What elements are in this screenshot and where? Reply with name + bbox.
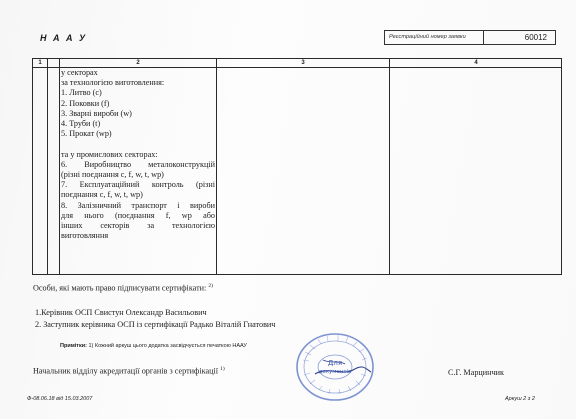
column-header-4: 4 — [474, 60, 478, 66]
table-header-row — [33, 59, 561, 68]
registration-label: Реєстраційний номер заявки — [385, 31, 484, 44]
scope-line: 7. Експлуатаційний контроль (різні — [61, 180, 215, 190]
scope-line: 1. Литво (c) — [61, 88, 102, 98]
registration-number: 60012 — [524, 33, 547, 42]
column-header-3: 3 — [301, 60, 305, 66]
scope-line: 2. Поковки (f) — [61, 98, 110, 108]
scope-line: 6. Виробництво металоконструкцій — [61, 159, 215, 169]
scope-line: поєднання c, f, w, t, wp) — [61, 190, 143, 200]
scope-line: 5. Прокат (wp) — [61, 129, 112, 139]
signer-line-2: 2. Заступник керівника ОСП із сертифікації Радько Віталій Гнатович — [35, 320, 276, 329]
registration-box — [384, 30, 556, 45]
footnote-label: Примітки: — [60, 343, 87, 349]
head-of-department-title — [33, 366, 225, 376]
scope-line: 4. Труби (t) — [61, 119, 101, 129]
table-divider — [59, 59, 60, 274]
scope-line: 8. Залізничний транспорт і вироби — [61, 200, 215, 210]
official-stamp — [293, 330, 377, 404]
scope-line: інших секторів за технологією — [61, 221, 215, 231]
scope-line: виготовляння — [61, 231, 109, 241]
table-divider — [389, 59, 390, 274]
scope-line: 3. Зварні вироби (w) — [61, 108, 132, 118]
signers-heading — [33, 283, 213, 293]
form-code: Ф-08.06.18 від 15.03.2007 — [27, 396, 93, 402]
organization-title: Н А А У — [40, 33, 88, 43]
sheet-number: Аркуш 2 з 2 — [505, 396, 535, 402]
footnote — [60, 343, 247, 349]
signers-heading-text: Особи, які мають право підписувати сертифікати: — [33, 283, 207, 293]
head-title-text: Начальник відділу акредитації органів з сертифікації — [33, 366, 219, 376]
table-divider — [47, 59, 48, 274]
stamp-text-line: Для — [327, 359, 343, 367]
scope-line — [61, 139, 215, 149]
column-header-2: 2 — [136, 60, 140, 66]
table-divider — [216, 59, 217, 274]
scope-table — [32, 58, 562, 275]
scope-line: за технологією виготовлення: — [61, 78, 165, 88]
scope-line: (різні поєднання c, f, w, t, wp) — [61, 170, 164, 180]
scope-line: у секторах — [61, 68, 98, 77]
stamp-text-line: документів — [318, 369, 352, 375]
footnote-text: 1) Кожний аркуш цього додатка засвідчується печаткою НААУ — [88, 343, 247, 349]
column-header-1: 1 — [38, 60, 42, 66]
scope-line: та у промислових секторах: — [61, 149, 158, 159]
scope-text-cell — [61, 68, 215, 241]
head-of-department-name: С.Г. Марцинчик — [448, 368, 505, 377]
footnote-mark: 2) — [208, 283, 213, 289]
footnote-mark: 1) — [220, 366, 225, 372]
scope-line: для нього (поєднання f, wp або — [61, 210, 215, 220]
signer-line-1: 1.Керівник ОСП Свистун Олександр Васильович — [35, 308, 207, 317]
